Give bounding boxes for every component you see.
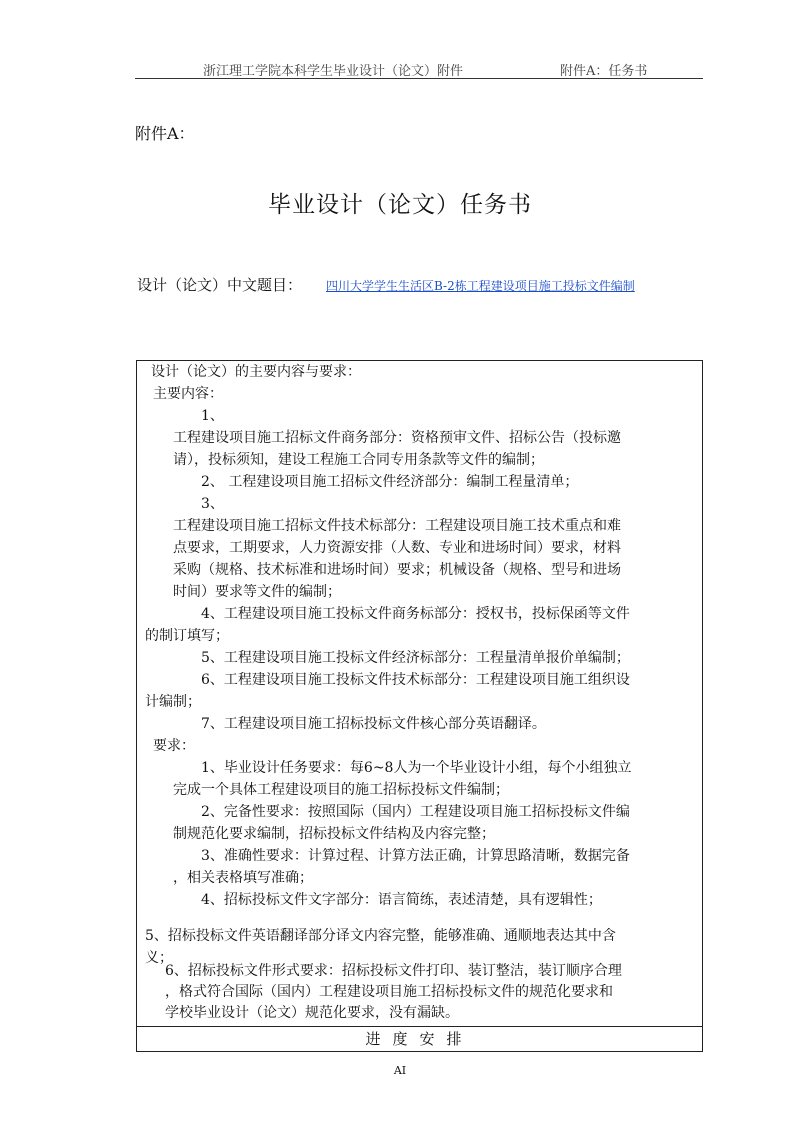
req-1-line-1: 1、毕业设计任务要求：每6~8人为一个毕业设计小组，每个小组独立	[201, 760, 632, 776]
req-5-line-1: 5、招标投标文件英语翻译部分译文内容完整，能够准确、通顺地表达其中含	[145, 928, 616, 944]
item-6-line-1: 6、工程建设项目施工投标文件技术标部分：工程建设项目施工组织设	[201, 672, 630, 688]
subject-label: 设计（论文）中文题目：	[137, 276, 303, 294]
main-content-heading: 主要内容：	[153, 386, 223, 402]
task-content-box	[136, 360, 703, 1052]
item-7: 7、工程建设项目施工招标投标文件核心部分英语翻译。	[201, 716, 546, 732]
requirements-heading: 要求：	[153, 738, 195, 754]
section-divider	[137, 1026, 702, 1027]
item-2: 2、 工程建设项目施工招标文件经济部分：编制工程量清单；	[201, 474, 579, 490]
item-6-line-2: 计编制；	[145, 694, 201, 710]
req-6-line-2: ，格式符合国际（国内）工程建设项目施工招标投标文件的规范化要求和	[165, 984, 613, 1000]
document-title: 毕业设计（论文）任务书	[268, 192, 532, 218]
item-5: 5、工程建设项目施工投标文件经济标部分：工程量清单报价单编制；	[201, 650, 630, 666]
req-4: 4、招标投标文件文字部分：语言简练，表述清楚，具有逻辑性；	[201, 892, 602, 908]
req-3-line-2: ，相关表格填写准确；	[173, 870, 313, 886]
item-4-line-1: 4、工程建设项目施工投标文件商务标部分：授权书，投标保函等文件	[201, 606, 630, 622]
subject-value-link[interactable]: 四川大学学生生活区B-2栋工程建设项目施工投标文件编制	[326, 279, 635, 293]
item-3-line-2: 点要求，工期要求，人力资源安排（人数、专业和进场时间）要求，材料	[173, 540, 621, 556]
appendix-label: 附件A：	[135, 124, 195, 143]
req-6-line-1: 6、招标投标文件形式要求：招标投标文件打印、装订整洁，装订顺序合理	[165, 963, 622, 979]
header-right: 附件A：任务书	[560, 64, 648, 79]
req-1-line-2: 完成一个具体工程建设项目的施工招标投标文件编制；	[173, 782, 509, 798]
req-2-line-1: 2、完备性要求：按照国际（国内）工程建设项目施工招标投标文件编	[201, 804, 630, 820]
header-left: 浙江理工学院本科学生毕业设计（论文）附件	[203, 64, 464, 79]
req-2-line-2: 制规范化要求编制，招标投标文件结构及内容完整；	[173, 826, 495, 842]
item-4-line-2: 的制订填写；	[145, 628, 229, 644]
item-1-line-1: 工程建设项目施工招标文件商务部分：资格预审文件、招标公告（投标邀	[173, 430, 621, 446]
item-3-number: 3、	[201, 496, 224, 512]
page-number: AI	[393, 1064, 407, 1077]
req-3-line-1: 3、准确性要求：计算过程、计算方法正确，计算思路清晰，数据完备	[201, 848, 630, 864]
page-header	[135, 60, 703, 79]
item-3-line-1: 工程建设项目施工招标文件技术标部分：工程建设项目施工技术重点和难	[173, 518, 621, 534]
item-3-line-4: 时间）要求等文件的编制；	[173, 584, 341, 600]
progress-schedule-heading: 进度安排	[365, 1030, 474, 1048]
item-3-line-3: 采购（规格、技术标准和进场时间）要求；机械设备（规格、型号和进场	[173, 562, 621, 578]
req-6-line-3: 学校毕业设计（论文）规范化要求，没有漏缺。	[165, 1005, 459, 1021]
item-1-number: 1、	[201, 408, 224, 424]
subject-line	[137, 274, 635, 295]
item-1-line-2: 请），投标须知，建设工程施工合同专用条款等文件的编制；	[173, 452, 544, 468]
req-5-line-2: 义；	[145, 950, 173, 966]
content-intro: 设计（论文）的主要内容与要求：	[151, 364, 361, 380]
